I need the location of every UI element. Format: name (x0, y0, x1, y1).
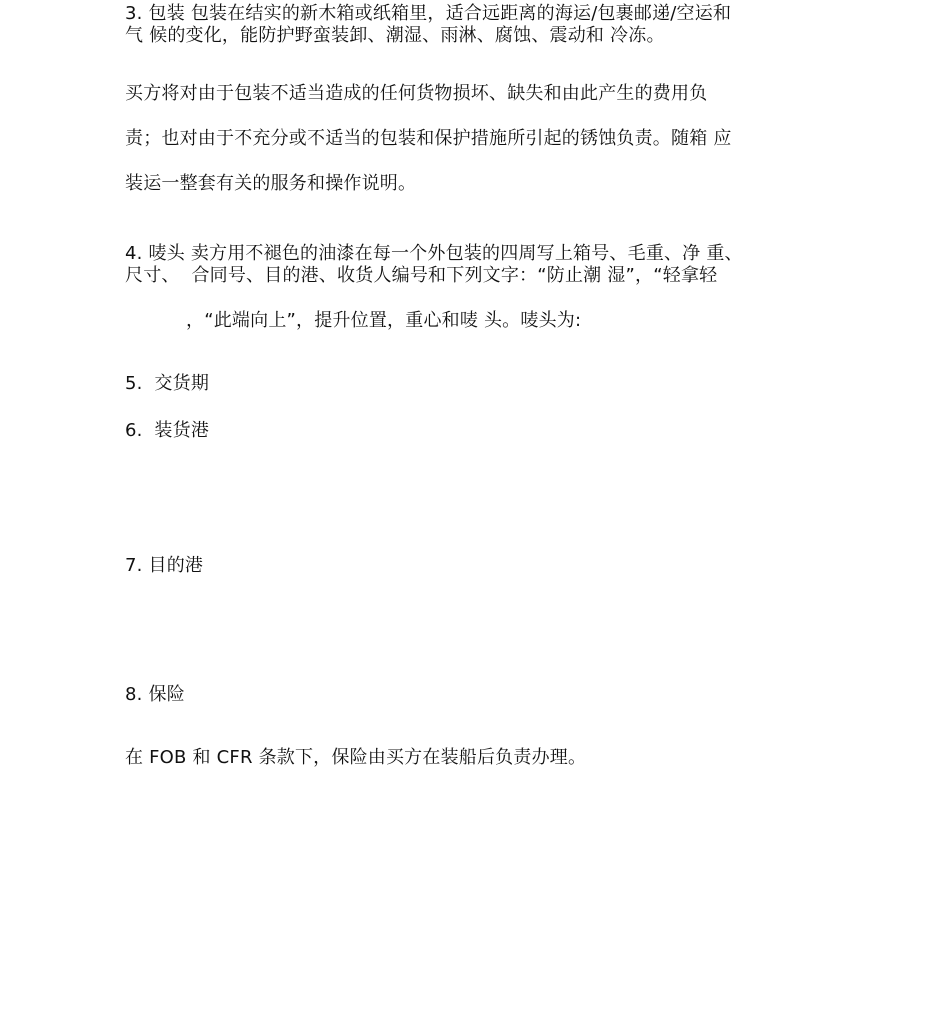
section3-paragraph-line1: 买方将对由于包装不适当造成的任何货物损坏、缺失和由此产生的费用负 (125, 83, 708, 104)
section3-line2: 气 候的变化，能防护野蛮装卸、潮湿、雨淋、腐蚀、震动和 冷冻。 (125, 25, 665, 46)
section8-text: 在 FOB 和 CFR 条款下，保险由买方在装船后负责办理。 (125, 747, 587, 768)
section4-line3: ，“此端向上”，提升位置，重心和唛 头。唛头为: (186, 310, 582, 331)
section4-line2: 尺寸、 合同号、目的港、收货人编号和下列文字：“防止潮 湿”，“轻拿轻 (125, 265, 718, 286)
section5-heading: 5. 交货期 (125, 373, 210, 394)
section3-paragraph-line3: 装运一整套有关的服务和操作说明。 (125, 173, 417, 194)
section4-line1: 4. 唛头 卖方用不褪色的油漆在每一个外包装的四周写上箱号、毛重、净 重、 (125, 243, 743, 264)
section8-heading: 8. 保险 (125, 684, 185, 705)
section3-line1: 3. 包装 包装在结实的新木箱或纸箱里，适合远距离的海运/包裹邮递/空运和 (125, 3, 732, 24)
section7-heading: 7. 目的港 (125, 555, 204, 576)
section6-heading: 6. 装货港 (125, 420, 210, 441)
section3-paragraph-line2: 责；也对由于不充分或不适当的包装和保护措施所引起的锈蚀负责。随箱 应 (125, 128, 732, 149)
